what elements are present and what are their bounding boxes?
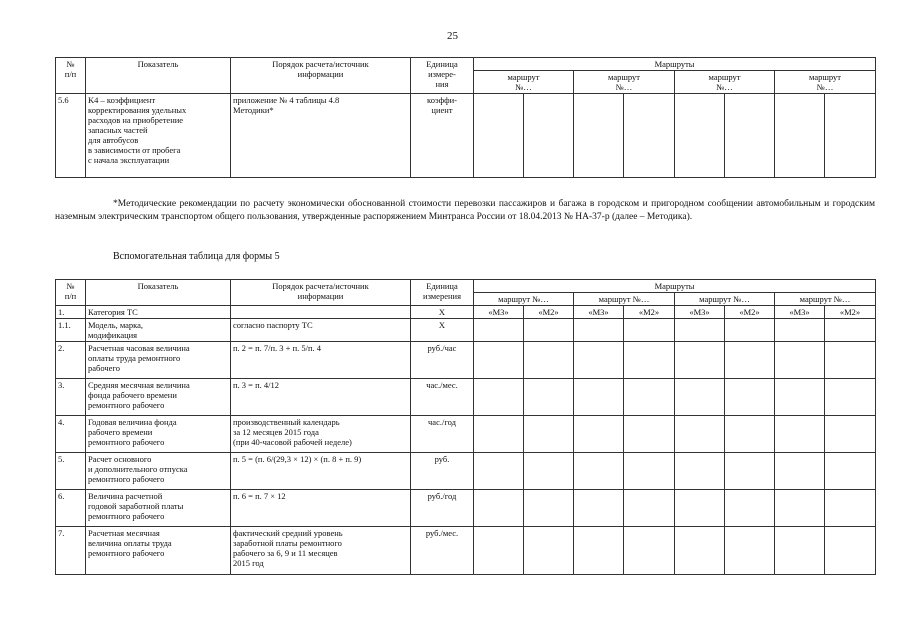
route-header: маршрут №… [775, 293, 876, 306]
table-row-5-6-table [55, 57, 876, 178]
col-header-num: № п/п [56, 58, 86, 94]
category-cell: «М3» [775, 306, 825, 319]
table-row [56, 379, 876, 416]
col-header-routes: Маршруты [474, 280, 876, 293]
row-unit: час./мес. [411, 379, 474, 416]
col-header-source: Порядок расчета/источник информации [231, 58, 411, 94]
row-indicator: Расчетная месячная величина оплаты труда ремонтного рабочего [86, 527, 231, 575]
row-unit: руб./год [411, 490, 474, 527]
row-indicator: Величина расчетной годовой заработной платы ремонтного рабочего [86, 490, 231, 527]
category-cell: «М2» [725, 306, 775, 319]
page-number: 25 [447, 30, 458, 42]
category-cell: «М2» [624, 306, 675, 319]
row-source [231, 306, 411, 319]
route-cell [574, 94, 624, 178]
row-unit: коэффи- циент [411, 94, 474, 178]
route-header: маршрут №… [775, 71, 876, 94]
row-num: 4. [56, 416, 86, 453]
row-indicator: Расчетная часовая величина оплаты труда ремонтного рабочего [86, 342, 231, 379]
col-header-unit: Единица измерения [411, 280, 474, 306]
row-indicator: Годовая величина фонда рабочего времени ремонтного рабочего [86, 416, 231, 453]
row-source: приложение № 4 таблицы 4.8 Методики* [231, 94, 411, 178]
row-indicator: K4 – коэффициент корректирования удельных расходов на приобретение запасных частей для автобусов в зависимости от пробега с начала эксплуатации [86, 94, 231, 178]
table-row [56, 94, 876, 178]
row-unit: руб. [411, 453, 474, 490]
row-num: 1. [56, 306, 86, 319]
table-title: Вспомогательная таблица для формы 5 [113, 251, 280, 262]
category-cell: «М3» [474, 306, 524, 319]
row-source: п. 5 = (п. 6/(29,3 × 12) × (п. 8 + п. 9) [231, 453, 411, 490]
col-header-unit: Единица измере- ния [411, 58, 474, 94]
row-source: производственный календарь за 12 месяцев 2015 года (при 40-часовой рабочей неделе) [231, 416, 411, 453]
route-cell [775, 94, 825, 178]
row-source: п. 3 = п. 4/12 [231, 379, 411, 416]
route-cell [725, 94, 775, 178]
route-header: маршрут №… [474, 293, 574, 306]
table-row [56, 306, 876, 319]
table-row [56, 527, 876, 575]
category-cell: «М2» [825, 306, 876, 319]
col-header-indicator: Показатель [86, 58, 231, 94]
row-source: п. 2 = п. 7/п. 3 + п. 5/п. 4 [231, 342, 411, 379]
row-num: 2. [56, 342, 86, 379]
row-num: 6. [56, 490, 86, 527]
row-indicator: Категория ТС [86, 306, 231, 319]
route-cell [624, 94, 675, 178]
row-num: 3. [56, 379, 86, 416]
row-indicator: Средняя месячная величина фонда рабочего времени ремонтного рабочего [86, 379, 231, 416]
row-indicator: Расчет основного и дополнительного отпуска ремонтного рабочего [86, 453, 231, 490]
route-cell [474, 94, 524, 178]
route-header: маршрут №… [474, 71, 574, 94]
category-cell: «М2» [524, 306, 574, 319]
table-row [56, 490, 876, 527]
col-header-routes: Маршруты [474, 58, 876, 71]
row-source: фактический средний уровень заработной платы ремонтного рабочего за 6, 9 и 11 месяцев 2015 год [231, 527, 411, 575]
row-unit: руб./мес. [411, 527, 474, 575]
table-row [56, 342, 876, 379]
route-header: маршрут №… [675, 71, 775, 94]
auxiliary-table [55, 279, 876, 575]
table-row [56, 416, 876, 453]
route-cell [675, 94, 725, 178]
row-unit: Х [411, 306, 474, 319]
col-header-source: Порядок расчета/источник информации [231, 280, 411, 306]
category-cell: «М3» [675, 306, 725, 319]
row-num: 5. [56, 453, 86, 490]
table-row [56, 453, 876, 490]
col-header-num: № п/п [56, 280, 86, 306]
row-unit: руб./час [411, 342, 474, 379]
row-unit: Х [411, 319, 474, 342]
table-row [56, 319, 876, 342]
row-source: согласно паспорту ТС [231, 319, 411, 342]
row-source: п. 6 = п. 7 × 12 [231, 490, 411, 527]
route-header: маршрут №… [574, 71, 675, 94]
row-unit: час./год [411, 416, 474, 453]
row-indicator: Модель, марка, модификация [86, 319, 231, 342]
route-cell [825, 94, 876, 178]
row-num: 1.1. [56, 319, 86, 342]
col-header-indicator: Показатель [86, 280, 231, 306]
footnote: *Методические рекомендации по расчету экономически обоснованной стоимости перевозки пассажиров и багажа в городском и пригородном сообщении автомобильным и городским наземным электрическим транспортом общего пользования, утвержденные распоряжением Минтранса России от 18.04.2013 № НА-37-р (далее – Методика). [55, 199, 875, 223]
category-cell: «М3» [574, 306, 624, 319]
route-header: маршрут №… [574, 293, 675, 306]
row-num: 7. [56, 527, 86, 575]
route-cell [524, 94, 574, 178]
route-header: маршрут №… [675, 293, 775, 306]
row-num: 5.6 [56, 94, 86, 178]
